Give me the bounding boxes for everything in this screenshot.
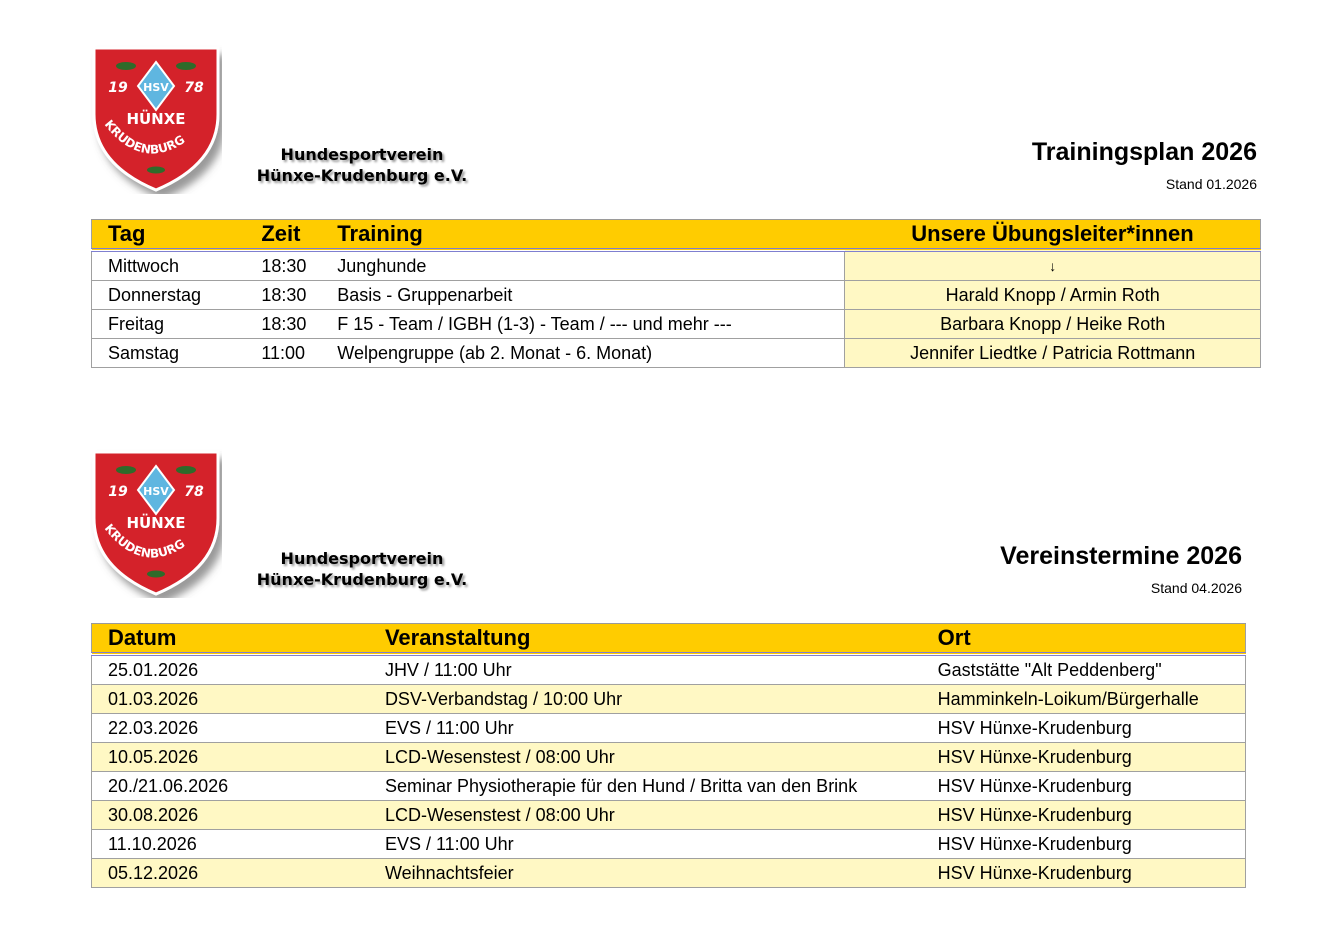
- header-date: Datum: [92, 624, 369, 655]
- training-stand: Stand 01.2026: [1165, 176, 1257, 192]
- svg-text:HSV: HSV: [143, 81, 169, 94]
- table-row: 22.03.2026 EVS / 11:00 Uhr HSV Hünxe-Krudenburg: [92, 714, 1246, 743]
- training-title: Trainingsplan 2026: [1031, 138, 1257, 166]
- header-event: Veranstaltung: [369, 624, 922, 655]
- header-training: Training: [321, 220, 845, 251]
- arrow-down-icon: ↓: [845, 250, 1261, 281]
- table-row: Freitag 18:30 F 15 - Team / IGBH (1-3) - Team / --- und mehr --- Barbara Knopp / Heike Roth: [92, 310, 1261, 339]
- svg-text:78: 78: [184, 80, 204, 96]
- club-logo: [90, 448, 222, 598]
- table-row: 10.05.2026 LCD-Wesenstest / 08:00 Uhr HSV Hünxe-Krudenburg: [92, 743, 1246, 772]
- club-name: Hundesportverein Hünxe-Krudenburg e.V.: [256, 549, 468, 589]
- table-row: Donnerstag 18:30 Basis - Gruppenarbeit Harald Knopp / Armin Roth: [92, 281, 1261, 310]
- table-row: 01.03.2026 DSV-Verbandstag / 10:00 Uhr Hamminkeln-Loikum/Bürgerhalle: [92, 685, 1246, 714]
- club-logo: [90, 44, 222, 194]
- events-table: [91, 623, 1246, 888]
- svg-text:KRUDENBURG: KRUDENBURG: [101, 117, 188, 157]
- table-row: 11.10.2026 EVS / 11:00 Uhr HSV Hünxe-Krudenburg: [92, 830, 1246, 859]
- table-header: [92, 220, 1261, 251]
- svg-text:19: 19: [108, 80, 128, 96]
- svg-text:HÜNXE: HÜNXE: [126, 514, 186, 532]
- svg-text:HÜNXE: HÜNXE: [126, 110, 186, 128]
- svg-text:KRUDENBURG: KRUDENBURG: [101, 521, 188, 561]
- svg-text:19: 19: [108, 484, 128, 500]
- header-place: Ort: [922, 624, 1246, 655]
- header-leaders: Unsere Übungsleiter*innen: [845, 220, 1261, 251]
- events-stand: Stand 04.2026: [1150, 580, 1242, 596]
- events-title: Vereinstermine 2026: [1000, 542, 1242, 570]
- header-day: Tag: [92, 220, 246, 251]
- table-row: Mittwoch 18:30 Junghunde ↓: [92, 250, 1261, 281]
- table-row: 25.01.2026 JHV / 11:00 Uhr Gaststätte "Alt Peddenberg": [92, 654, 1246, 685]
- table-row: 30.08.2026 LCD-Wesenstest / 08:00 Uhr HSV Hünxe-Krudenburg: [92, 801, 1246, 830]
- table-row: 20./21.06.2026 Seminar Physiotherapie für den Hund / Britta van den Brink HSV Hünxe-Krudenburg: [92, 772, 1246, 801]
- table-header: [92, 624, 1246, 655]
- club-name: Hundesportverein Hünxe-Krudenburg e.V.: [256, 145, 468, 185]
- table-row: Samstag 11:00 Welpengruppe (ab 2. Monat - 6. Monat) Jennifer Liedtke / Patricia Rottmann: [92, 339, 1261, 368]
- training-table: [91, 219, 1261, 368]
- header-time: Zeit: [245, 220, 321, 251]
- svg-text:78: 78: [184, 484, 204, 500]
- table-row: 05.12.2026 Weihnachtsfeier HSV Hünxe-Krudenburg: [92, 859, 1246, 888]
- svg-text:HSV: HSV: [143, 485, 169, 498]
